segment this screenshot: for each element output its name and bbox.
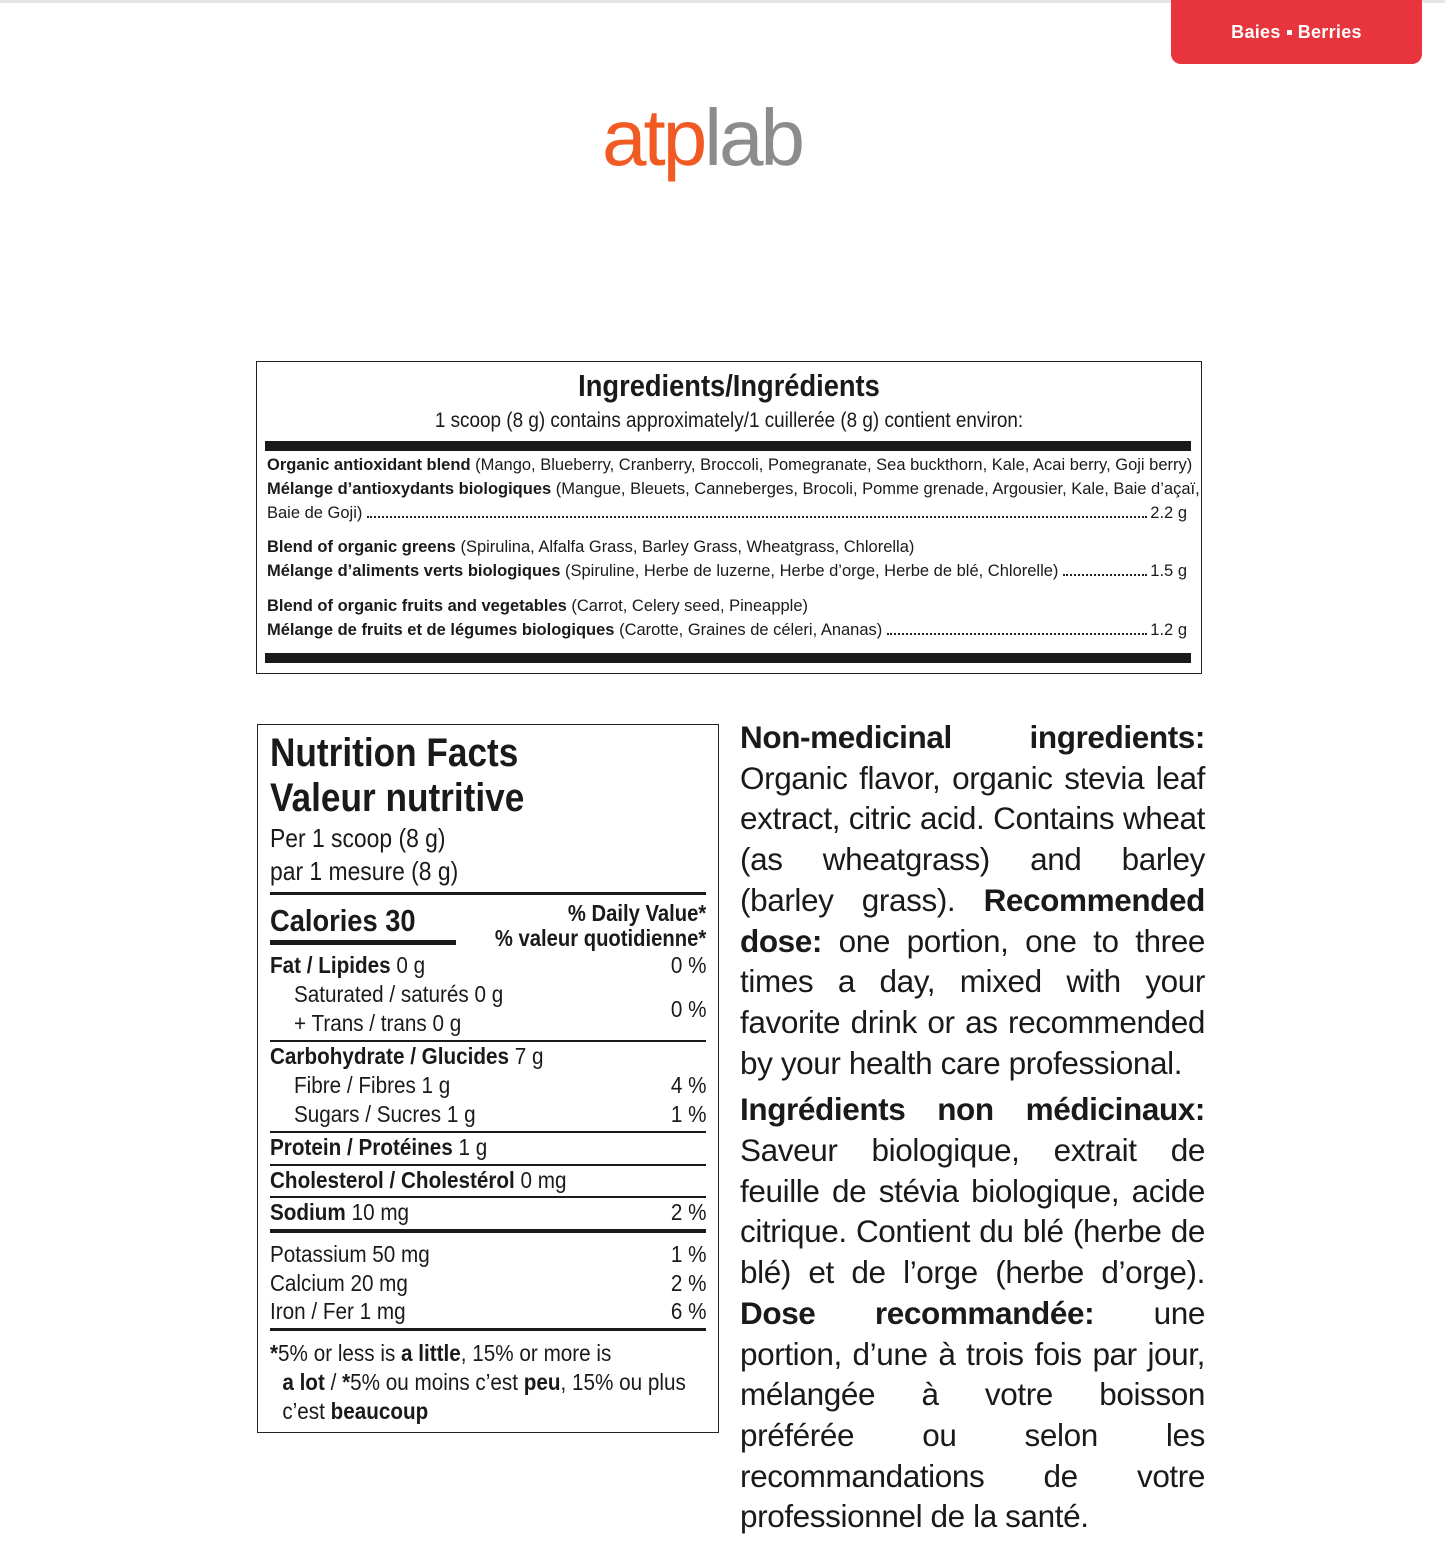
calcium-label: Calcium 20 mg — [270, 1270, 408, 1296]
ingredients-subtitle: 1 scoop (8 g) contains approximately/1 cuillerée (8 g) contient environ: — [434, 409, 1024, 432]
blend-3-fr — [267, 621, 1187, 640]
blend-3-en-name: Blend of organic fruits and vegetables — [267, 597, 567, 615]
blend-1-en-name: Organic antioxidant blend — [267, 456, 471, 474]
blend-1-fr-name: Mélange d’antioxydants biologiques — [267, 480, 552, 498]
rule-cholesterol — [270, 1196, 706, 1198]
calcium-dv: 2 % — [670, 1270, 706, 1296]
fat-row — [270, 952, 706, 979]
blend-3-en — [267, 597, 1187, 616]
fat-dv: 0 % — [670, 952, 706, 978]
description-fr — [740, 1089, 1205, 1537]
protein-row — [270, 1134, 706, 1161]
blend-2-fr-name: Mélange d’aliments verts biologiques — [267, 562, 561, 580]
serving-rule — [270, 892, 706, 895]
nutrition-title-en: Nutrition Facts — [270, 731, 519, 775]
blend-3-amount: 1.2 g — [1150, 621, 1187, 639]
flavor-tab — [1171, 0, 1422, 64]
dose-text-en: one portion, one to three times a day, mixed with your favorite drink or as recommended by your health care professional. — [740, 922, 1205, 1081]
saturated-label: Saturated / saturés 0 g — [294, 981, 504, 1007]
fibre-label: Fibre / Fibres 1 g — [294, 1072, 451, 1098]
nutrition-title-fr: Valeur nutritive — [270, 776, 525, 820]
sugars-label: Sugars / Sucres 1 g — [294, 1101, 476, 1127]
fibre-dv: 4 % — [670, 1072, 706, 1098]
ingredients-top-rule — [265, 441, 1191, 451]
sodium-value: 10 mg — [345, 1199, 410, 1225]
cholesterol-label: Cholesterol / Cholestérol — [270, 1167, 515, 1193]
blend-2-amount: 1.5 g — [1150, 562, 1187, 580]
serving-en: Per 1 scoop (8 g) — [270, 823, 446, 853]
trans-row — [270, 1010, 706, 1037]
dose-heading-fr: Dose recommandée: — [740, 1294, 1095, 1331]
footnote-text-1: 5% or less is — [278, 1340, 402, 1366]
nmi-text-fr: Saveur biologique, extrait de feuille de stévia biologique, acide citrique. Contient du blé (herbe de blé) et de l’orge (herbe d’orge). — [740, 1132, 1205, 1291]
footnote-text-3: / — [324, 1369, 343, 1395]
footnote-bold-3: peu — [523, 1369, 561, 1395]
nmi-heading-fr: Ingrédients non médicinaux: — [740, 1091, 1205, 1128]
rule-footnote — [270, 1328, 706, 1331]
fibre-row — [270, 1072, 706, 1099]
carb-label: Carbohydrate / Glucides — [270, 1043, 510, 1069]
flavor-en: Berries — [1297, 21, 1362, 42]
sodium-label: Sodium — [270, 1199, 346, 1225]
iron-row — [270, 1298, 706, 1325]
ingredients-title: Ingredients/Ingrédients — [578, 368, 880, 403]
blend-1-amount-line — [267, 504, 1187, 523]
nutrition-title — [270, 731, 524, 821]
blend-2-en-name: Blend of organic greens — [267, 538, 456, 556]
brand-logo-part1: atp — [602, 93, 705, 182]
blend-3-en-list: (Carrot, Celery seed, Pineapple) — [566, 597, 809, 615]
calories: Calories 30 — [270, 903, 416, 938]
blend-1-en-list: (Mango, Blueberry, Cranberry, Broccoli, Pomegranate, Sea buckthorn, Kale, Acai berry, Goji berry) — [470, 456, 1193, 474]
daily-value-en: % Daily Value* — [567, 900, 706, 926]
potassium-dv: 1 % — [670, 1241, 706, 1267]
carbohydrate-row — [270, 1043, 706, 1070]
potassium-label: Potassium 50 mg — [270, 1241, 430, 1267]
sugars-dv: 1 % — [670, 1101, 706, 1127]
dot-leader — [367, 516, 1147, 518]
nmi-text-en: Organic flavor, organic stevia leaf extract, citric acid. Contains wheat (as wheatgrass) and barley (barley grass). — [740, 759, 1205, 918]
flavor-fr: Baies — [1231, 21, 1281, 42]
iron-dv: 6 % — [670, 1298, 706, 1324]
fat-value: 0 g — [390, 952, 426, 978]
sodium-dv: 2 % — [670, 1199, 706, 1225]
rule-protein — [270, 1164, 706, 1166]
dose-text-fr: une portion, d’une à trois fois par jour, mélangée à votre boisson préférée ou selon les recommandations de votre professionnel de la santé. — [740, 1294, 1205, 1535]
rule-fat — [270, 1040, 706, 1042]
protein-value: 1 g — [452, 1134, 488, 1160]
footnote-bold-4: beaucoup — [330, 1398, 429, 1424]
description-en — [740, 717, 1205, 1083]
trans-label: + Trans / trans 0 g — [294, 1010, 462, 1036]
calories-rule — [270, 940, 456, 945]
footnote-text-6: c’est — [282, 1398, 331, 1424]
ingredients-panel — [256, 361, 1202, 674]
footnote-bold-1: a little — [401, 1340, 461, 1366]
dose-heading-en: Recommended dose: — [740, 881, 1205, 959]
carb-value: 7 g — [509, 1043, 544, 1069]
footnote-bold-2: a lot — [282, 1369, 325, 1395]
blend-3-fr-list: (Carotte, Graines de céleri, Ananas) — [614, 621, 883, 639]
iron-label: Iron / Fer 1 mg — [270, 1298, 406, 1324]
blend-2-fr — [267, 562, 1187, 581]
calcium-row — [270, 1270, 706, 1297]
serving-fr: par 1 mesure (8 g) — [270, 856, 459, 886]
blend-2-en — [267, 538, 1187, 557]
footnote-text-5: , 15% ou plus — [560, 1369, 686, 1395]
nmi-heading-en: Non-medicinal ingredients: — [740, 719, 1205, 755]
blend-1-en — [267, 456, 1193, 475]
brand-logo — [602, 88, 802, 188]
dot-leader — [1063, 574, 1147, 576]
daily-value-fr: % valeur quotidienne* — [494, 925, 706, 951]
rule-carb — [270, 1131, 706, 1133]
cholesterol-row — [270, 1167, 706, 1194]
footnote-star-2: * — [342, 1369, 351, 1395]
nutrition-facts-panel — [257, 724, 719, 1433]
ingredients-bottom-rule — [265, 653, 1191, 663]
sugars-row — [270, 1101, 706, 1128]
blend-2-en-list: (Spirulina, Alfalfa Grass, Barley Grass, Wheatgrass, Chlorella) — [455, 538, 915, 556]
brand-logo-part2: lab — [704, 93, 802, 182]
sat-trans-dv: 0 % — [670, 996, 706, 1022]
footnote-text-2: , 15% or more is — [460, 1340, 612, 1366]
blend-1-fr — [267, 480, 1200, 499]
blend-1-amount: 2.2 g — [1150, 504, 1187, 522]
rule-sodium-thick — [270, 1229, 706, 1233]
separator-square — [1287, 30, 1292, 35]
fat-label: Fat / Lipides — [270, 952, 391, 978]
dot-leader — [887, 633, 1147, 635]
footnote — [270, 1339, 706, 1426]
description-block — [740, 717, 1205, 1543]
protein-label: Protein / Protéines — [270, 1134, 453, 1160]
footnote-star: * — [270, 1340, 279, 1366]
sodium-row — [270, 1199, 706, 1226]
blend-2-fr-list: (Spiruline, Herbe de luzerne, Herbe d’orge, Herbe de blé, Chlorelle) — [560, 562, 1059, 580]
blend-3-fr-name: Mélange de fruits et de légumes biologiques — [267, 621, 615, 639]
potassium-row — [270, 1241, 706, 1268]
blend-1-fr-list-cont: Baie de Goji) — [267, 504, 363, 522]
blend-1-fr-list: (Mangue, Bleuets, Canneberges, Brocoli, Pomme grenade, Argousier, Kale, Baie d’açaï, — [551, 480, 1200, 498]
footnote-text-4: 5% ou moins c’est — [350, 1369, 524, 1395]
cholesterol-value: 0 mg — [514, 1167, 567, 1193]
